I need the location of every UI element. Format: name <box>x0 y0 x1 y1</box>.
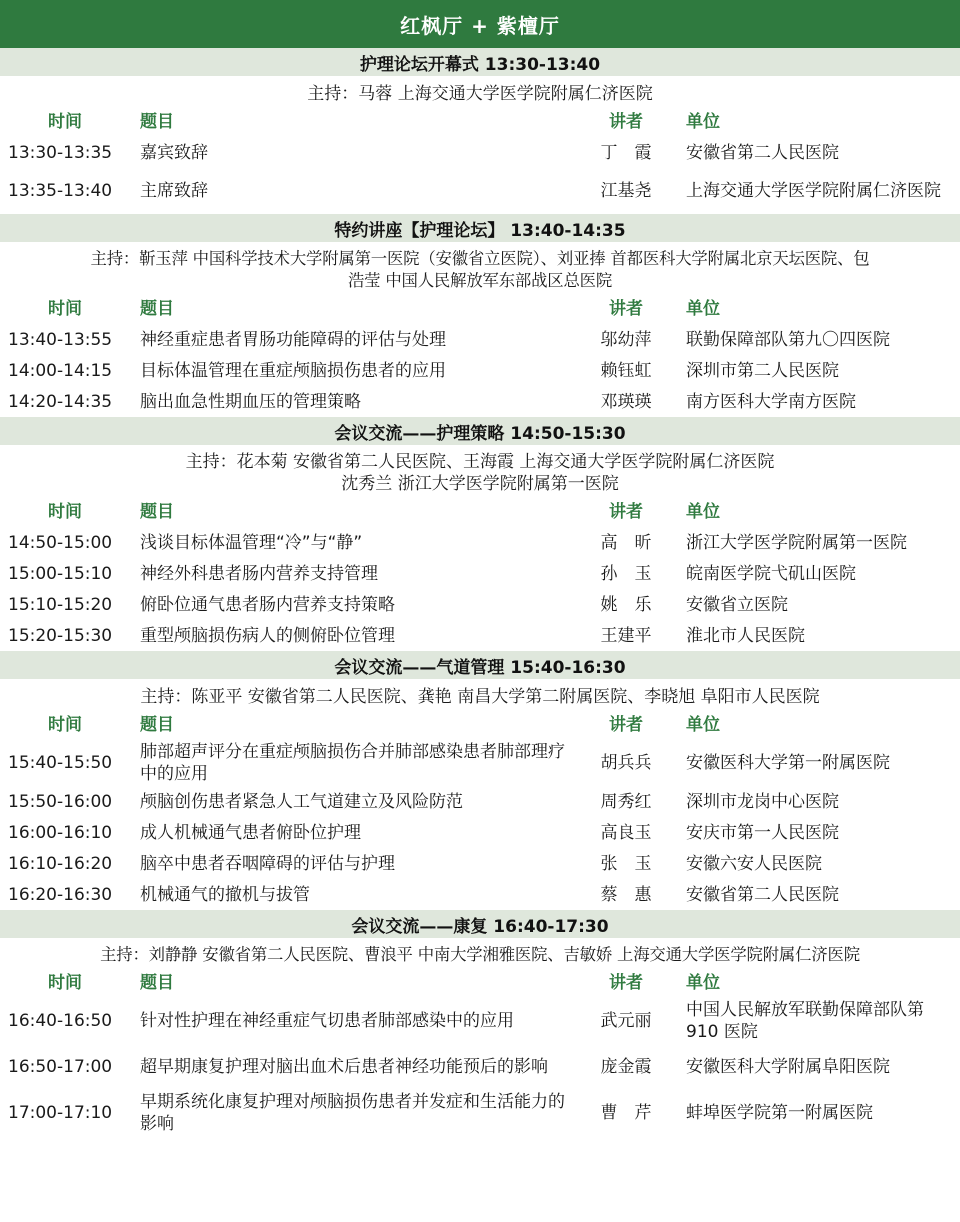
row-speaker: 王建平 <box>600 625 652 646</box>
agenda-row <box>0 817 960 848</box>
agenda-row <box>0 527 960 558</box>
col-time-label: 时间 <box>48 502 82 522</box>
section-title: 护理论坛开幕式 13:30-13:40 <box>0 48 960 76</box>
col-speaker-label: 讲者 <box>609 973 643 993</box>
agenda-row <box>0 848 960 879</box>
row-time: 16:10-16:20 <box>8 853 113 874</box>
column-header <box>0 107 960 137</box>
row-unit: 安徽医科大学第一附属医院 <box>686 753 890 773</box>
col-topic-label: 题目 <box>140 299 174 319</box>
row-topic: 目标体温管理在重症颅脑损伤患者的应用 <box>140 360 446 381</box>
col-topic-label: 题目 <box>140 112 174 132</box>
row-unit: 安庆市第一人民医院 <box>686 822 839 843</box>
column-header <box>0 710 960 740</box>
row-speaker: 曹 芹 <box>600 1103 652 1123</box>
row-topic: 神经外科患者肠内营养支持管理 <box>140 563 378 584</box>
col-speaker-label: 讲者 <box>609 715 643 735</box>
row-speaker: 孙 玉 <box>600 563 652 584</box>
agenda-row <box>0 355 960 386</box>
agenda-row <box>0 740 960 786</box>
row-speaker: 蔡 惠 <box>600 884 652 905</box>
row-speaker: 胡兵兵 <box>600 753 652 773</box>
row-unit: 安徽省立医院 <box>686 594 788 615</box>
row-speaker: 丁 霞 <box>600 142 652 163</box>
section-host <box>0 76 960 107</box>
host-line: 主持：马蓉 上海交通大学医学院附属仁济医院 <box>307 84 653 104</box>
section-host <box>0 679 960 710</box>
column-header <box>0 497 960 527</box>
agenda-row <box>0 137 960 168</box>
column-header <box>0 968 960 998</box>
agenda-row <box>0 386 960 417</box>
col-speaker-label: 讲者 <box>609 112 643 132</box>
host-line: 沈秀兰 浙江大学医学院附属第一医院 <box>341 474 619 494</box>
row-speaker: 张 玉 <box>600 853 652 874</box>
agenda-row <box>0 1090 960 1136</box>
row-topic: 颅脑创伤患者紧急人工气道建立及风险防范 <box>140 791 463 812</box>
row-unit: 安徽六安人民医院 <box>686 853 822 874</box>
row-time: 14:20-14:35 <box>8 391 113 412</box>
section-title: 会议交流——康复 16:40-17:30 <box>0 910 960 938</box>
row-unit: 安徽省第二人民医院 <box>686 142 839 163</box>
row-unit: 淮北市人民医院 <box>686 625 805 646</box>
row-unit: 中国人民解放军联勤保障部队第 910 医院 <box>686 1000 924 1042</box>
row-topic: 浅谈目标体温管理“冷”与“静” <box>140 532 363 553</box>
row-unit: 浙江大学医学院附属第一医院 <box>686 532 907 553</box>
agenda-row <box>0 620 960 651</box>
row-topic: 早期系统化康复护理对颅脑损伤患者并发症和生活能力的影响 <box>140 1092 565 1134</box>
row-time: 16:50-17:00 <box>8 1057 113 1077</box>
row-topic: 主席致辞 <box>140 181 208 201</box>
row-time: 14:00-14:15 <box>8 360 113 381</box>
row-unit: 深圳市第二人民医院 <box>686 360 839 381</box>
row-unit: 上海交通大学医学院附属仁济医院 <box>686 181 941 201</box>
col-time-label: 时间 <box>48 715 82 735</box>
agenda-row <box>0 998 960 1044</box>
row-unit: 深圳市龙岗中心医院 <box>686 791 839 812</box>
col-topic-label: 题目 <box>140 502 174 522</box>
col-speaker-label: 讲者 <box>609 299 643 319</box>
row-time: 17:00-17:10 <box>8 1103 113 1123</box>
host-line: 主持：花本菊 安徽省第二人民医院、王海霞 上海交通大学医学院附属仁济医院 <box>185 452 775 472</box>
row-topic: 重型颅脑损伤病人的侧俯卧位管理 <box>140 625 395 646</box>
row-time: 13:35-13:40 <box>8 181 113 201</box>
section-title: 会议交流——护理策略 14:50-15:30 <box>0 417 960 445</box>
agenda-row <box>0 324 960 355</box>
col-speaker-label: 讲者 <box>609 502 643 522</box>
row-topic: 脑出血急性期血压的管理策略 <box>140 391 361 412</box>
row-time: 16:40-16:50 <box>8 1011 113 1031</box>
row-speaker: 高良玉 <box>600 822 652 843</box>
row-speaker: 庞金霞 <box>600 1057 652 1077</box>
section-host <box>0 242 960 294</box>
row-speaker: 姚 乐 <box>600 594 652 615</box>
row-unit: 安徽医科大学附属阜阳医院 <box>686 1057 890 1077</box>
col-unit-label: 单位 <box>686 715 720 735</box>
row-topic: 超早期康复护理对脑出血术后患者神经功能预后的影响 <box>140 1057 548 1077</box>
col-time-label: 时间 <box>48 112 82 132</box>
row-speaker: 周秀红 <box>600 791 652 812</box>
row-time: 14:50-15:00 <box>8 532 113 553</box>
row-topic: 嘉宾致辞 <box>140 142 208 163</box>
col-unit-label: 单位 <box>686 299 720 319</box>
row-time: 15:50-16:00 <box>8 791 113 812</box>
row-unit: 联勤保障部队第九〇四医院 <box>686 329 890 350</box>
row-speaker: 邓瑛瑛 <box>600 391 652 412</box>
col-topic-label: 题目 <box>140 715 174 735</box>
row-topic: 肺部超声评分在重症颅脑损伤合并肺部感染患者肺部理疗中的应用 <box>140 742 565 784</box>
row-speaker: 武元丽 <box>600 1011 652 1031</box>
row-time: 13:30-13:35 <box>8 142 113 163</box>
row-time: 13:40-13:55 <box>8 329 113 350</box>
row-time: 15:40-15:50 <box>8 753 113 773</box>
row-topic: 脑卒中患者吞咽障碍的评估与护理 <box>140 853 395 874</box>
col-time-label: 时间 <box>48 973 82 993</box>
row-speaker: 高 昕 <box>600 532 652 553</box>
row-time: 15:20-15:30 <box>8 625 113 646</box>
col-time-label: 时间 <box>48 299 82 319</box>
row-time: 15:10-15:20 <box>8 594 113 615</box>
agenda-row <box>0 168 960 214</box>
row-topic: 针对性护理在神经重症气切患者肺部感染中的应用 <box>140 1011 514 1031</box>
col-unit-label: 单位 <box>686 973 720 993</box>
agenda-row <box>0 589 960 620</box>
agenda-row <box>0 879 960 910</box>
row-topic: 俯卧位通气患者肠内营养支持策略 <box>140 594 395 615</box>
host-line: 主持：刘静静 安徽省第二人民医院、曹浪平 中南大学湘雅医院、吉敏娇 上海交通大学医学院附属仁济医院 <box>100 945 860 964</box>
row-unit: 南方医科大学南方医院 <box>686 391 856 412</box>
agenda-row <box>0 1044 960 1090</box>
agenda-row <box>0 558 960 589</box>
col-unit-label: 单位 <box>686 112 720 132</box>
row-speaker: 赖钰虹 <box>600 360 652 381</box>
row-time: 16:00-16:10 <box>8 822 113 843</box>
host-line: 浩莹 中国人民解放军东部战区总医院 <box>347 271 613 290</box>
host-line: 主持：陈亚平 安徽省第二人民医院、龚艳 南昌大学第二附属医院、李晓旭 阜阳市人民医院 <box>140 687 820 707</box>
hall-title: 红枫厅 + 紫檀厅 <box>0 0 960 48</box>
row-time: 15:00-15:10 <box>8 563 113 584</box>
col-unit-label: 单位 <box>686 502 720 522</box>
row-topic: 机械通气的撤机与拔管 <box>140 884 310 905</box>
section-host <box>0 445 960 497</box>
agenda-row <box>0 786 960 817</box>
column-header <box>0 294 960 324</box>
section-host <box>0 938 960 968</box>
section-title: 会议交流——气道管理 15:40-16:30 <box>0 651 960 679</box>
row-speaker: 江基尧 <box>600 181 652 201</box>
row-topic: 成人机械通气患者俯卧位护理 <box>140 822 361 843</box>
row-unit: 蚌埠医学院第一附属医院 <box>686 1103 873 1123</box>
section-title: 特约讲座【护理论坛】 13:40-14:35 <box>0 214 960 242</box>
col-topic-label: 题目 <box>140 973 174 993</box>
row-time: 16:20-16:30 <box>8 884 113 905</box>
row-speaker: 邬幼萍 <box>600 329 652 350</box>
row-unit: 安徽省第二人民医院 <box>686 884 839 905</box>
row-unit: 皖南医学院弋矶山医院 <box>686 563 856 584</box>
row-topic: 神经重症患者胃肠功能障碍的评估与处理 <box>140 329 446 350</box>
host-line: 主持：靳玉萍 中国科学技术大学附属第一医院（安徽省立医院）、刘亚捧 首都医科大学附属北京天坛医院、包 <box>90 249 870 268</box>
